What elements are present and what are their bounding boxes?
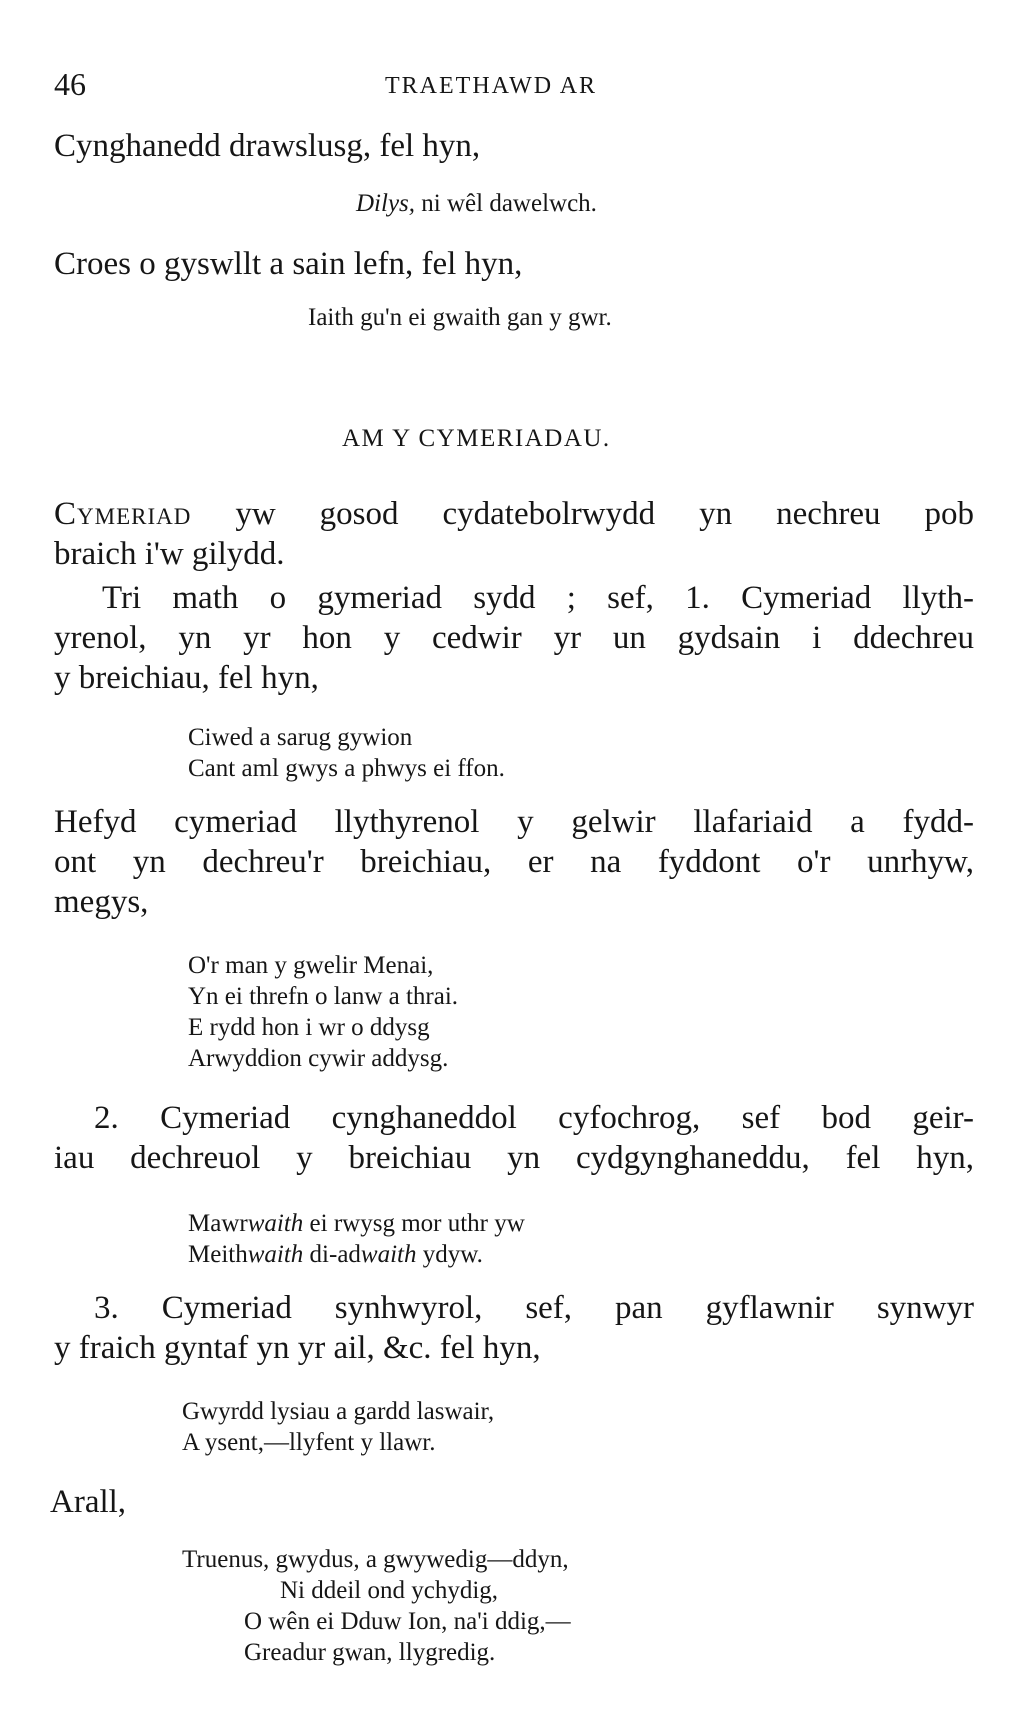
verse-3-line-1-a: Mawr [188, 1210, 248, 1237]
example-1-rest: ni wêl dawelwch. [415, 190, 597, 217]
verse-4-line-2: A ysent,—llyfent y llawr. [182, 1429, 436, 1456]
kinds-line-2: yrenol, yn yr hon y cedwir yr un gydsain i ddechreu [54, 620, 974, 656]
verse-3-line-2-c: di-ad [303, 1241, 361, 1268]
verse-5-line-3: O wên ei Dduw Ion, na'i ddig,— [244, 1608, 571, 1635]
verse-5 [182, 1544, 571, 1668]
verse-1 [188, 722, 505, 784]
verse-3 [188, 1208, 525, 1270]
definition-paragraph [54, 494, 974, 574]
verse-3-line-2-a: Meith [188, 1241, 248, 1268]
verse-2-line-3: E rydd hon i wr o ddysg [188, 1014, 430, 1041]
verse-2-line-1: O'r man y gwelir Menai, [188, 952, 434, 979]
vowels-paragraph [54, 802, 974, 922]
verse-5-line-1: Truenus, gwydus, a gwywedig—ddyn, [182, 1546, 569, 1573]
intro-example-1 [356, 188, 597, 219]
verse-4 [182, 1396, 494, 1458]
vowels-line-2: ont yn dechreu'r breichiau, er na fyddont o'r unrhyw, [54, 844, 974, 880]
verse-2-line-2: Yn ei threfn o lanw a thrai. [188, 983, 459, 1010]
kinds-line-3: y breichiau, fel hyn, [54, 660, 319, 696]
verse-5-line-2: Ni ddeil ond ychydig, [280, 1577, 499, 1604]
kinds-paragraph [54, 578, 974, 698]
page-number: 46 [54, 66, 86, 102]
verse-1-line-1: Ciwed a sarug gywion [188, 724, 413, 751]
verse-1-line-2: Cant aml gwys a phwys ei ffon. [188, 755, 505, 782]
verse-2 [188, 950, 458, 1074]
verse-3-line-2-e: ydyw. [416, 1241, 483, 1268]
item-2-line-1: 2. Cymeriad cynghaneddol cyfochrog, sef bod geir- [94, 1100, 974, 1136]
verse-3-line-2-italic-2: waith [360, 1241, 417, 1268]
arall-label: Arall, [50, 1484, 127, 1520]
definition-lead: Cymeriad [54, 496, 192, 532]
verse-4-line-1: Gwyrdd lysiau a gardd laswair, [182, 1398, 495, 1425]
definition-line-1 [54, 494, 974, 534]
example-1-italic: Dilys, [356, 190, 416, 217]
intro-line-1: Cynghanedd drawslusg, fel hyn, [54, 128, 481, 164]
item-2-paragraph [54, 1098, 974, 1178]
verse-3-line-2-italic-1: waith [247, 1241, 304, 1268]
verse-5-line-4: Greadur gwan, llygredig. [244, 1639, 496, 1666]
item-3-paragraph [54, 1288, 974, 1368]
item-3-line-2: y fraich gyntaf yn yr ail, &c. fel hyn, [54, 1330, 541, 1366]
verse-3-line-1-italic: waith [247, 1210, 304, 1237]
definition-line-1-rest: yw gosod cydatebolrwydd yn nechreu pob [191, 496, 974, 532]
verse-3-line-2 [188, 1239, 525, 1270]
section-heading: AM Y CYMERIADAU. [342, 425, 611, 452]
definition-line-2: braich i'w gilydd. [54, 536, 285, 572]
verse-3-line-1 [188, 1208, 525, 1239]
kinds-line-1: Tri math o gymeriad sydd ; sef, 1. Cymeriad llyth- [102, 580, 974, 616]
verse-3-line-1-c: ei rwysg mor uthr yw [303, 1210, 525, 1237]
item-2-line-2: iau dechreuol y breichiau yn cydgynghaneddu, fel hyn, [54, 1140, 974, 1176]
intro-example-2: Iaith gu'n ei gwaith gan y gwr. [308, 304, 612, 331]
verse-2-line-4: Arwyddion cywir addysg. [188, 1045, 449, 1072]
item-3-line-1: 3. Cymeriad synhwyrol, sef, pan gyflawnir synwyr [94, 1290, 974, 1326]
intro-line-2: Croes o gyswllt a sain lefn, fel hyn, [54, 246, 523, 282]
vowels-line-3: megys, [54, 884, 149, 920]
running-title: TRAETHAWD AR [385, 73, 598, 99]
vowels-line-1: Hefyd cymeriad llythyrenol y gelwir llafariaid a fydd- [54, 804, 974, 840]
